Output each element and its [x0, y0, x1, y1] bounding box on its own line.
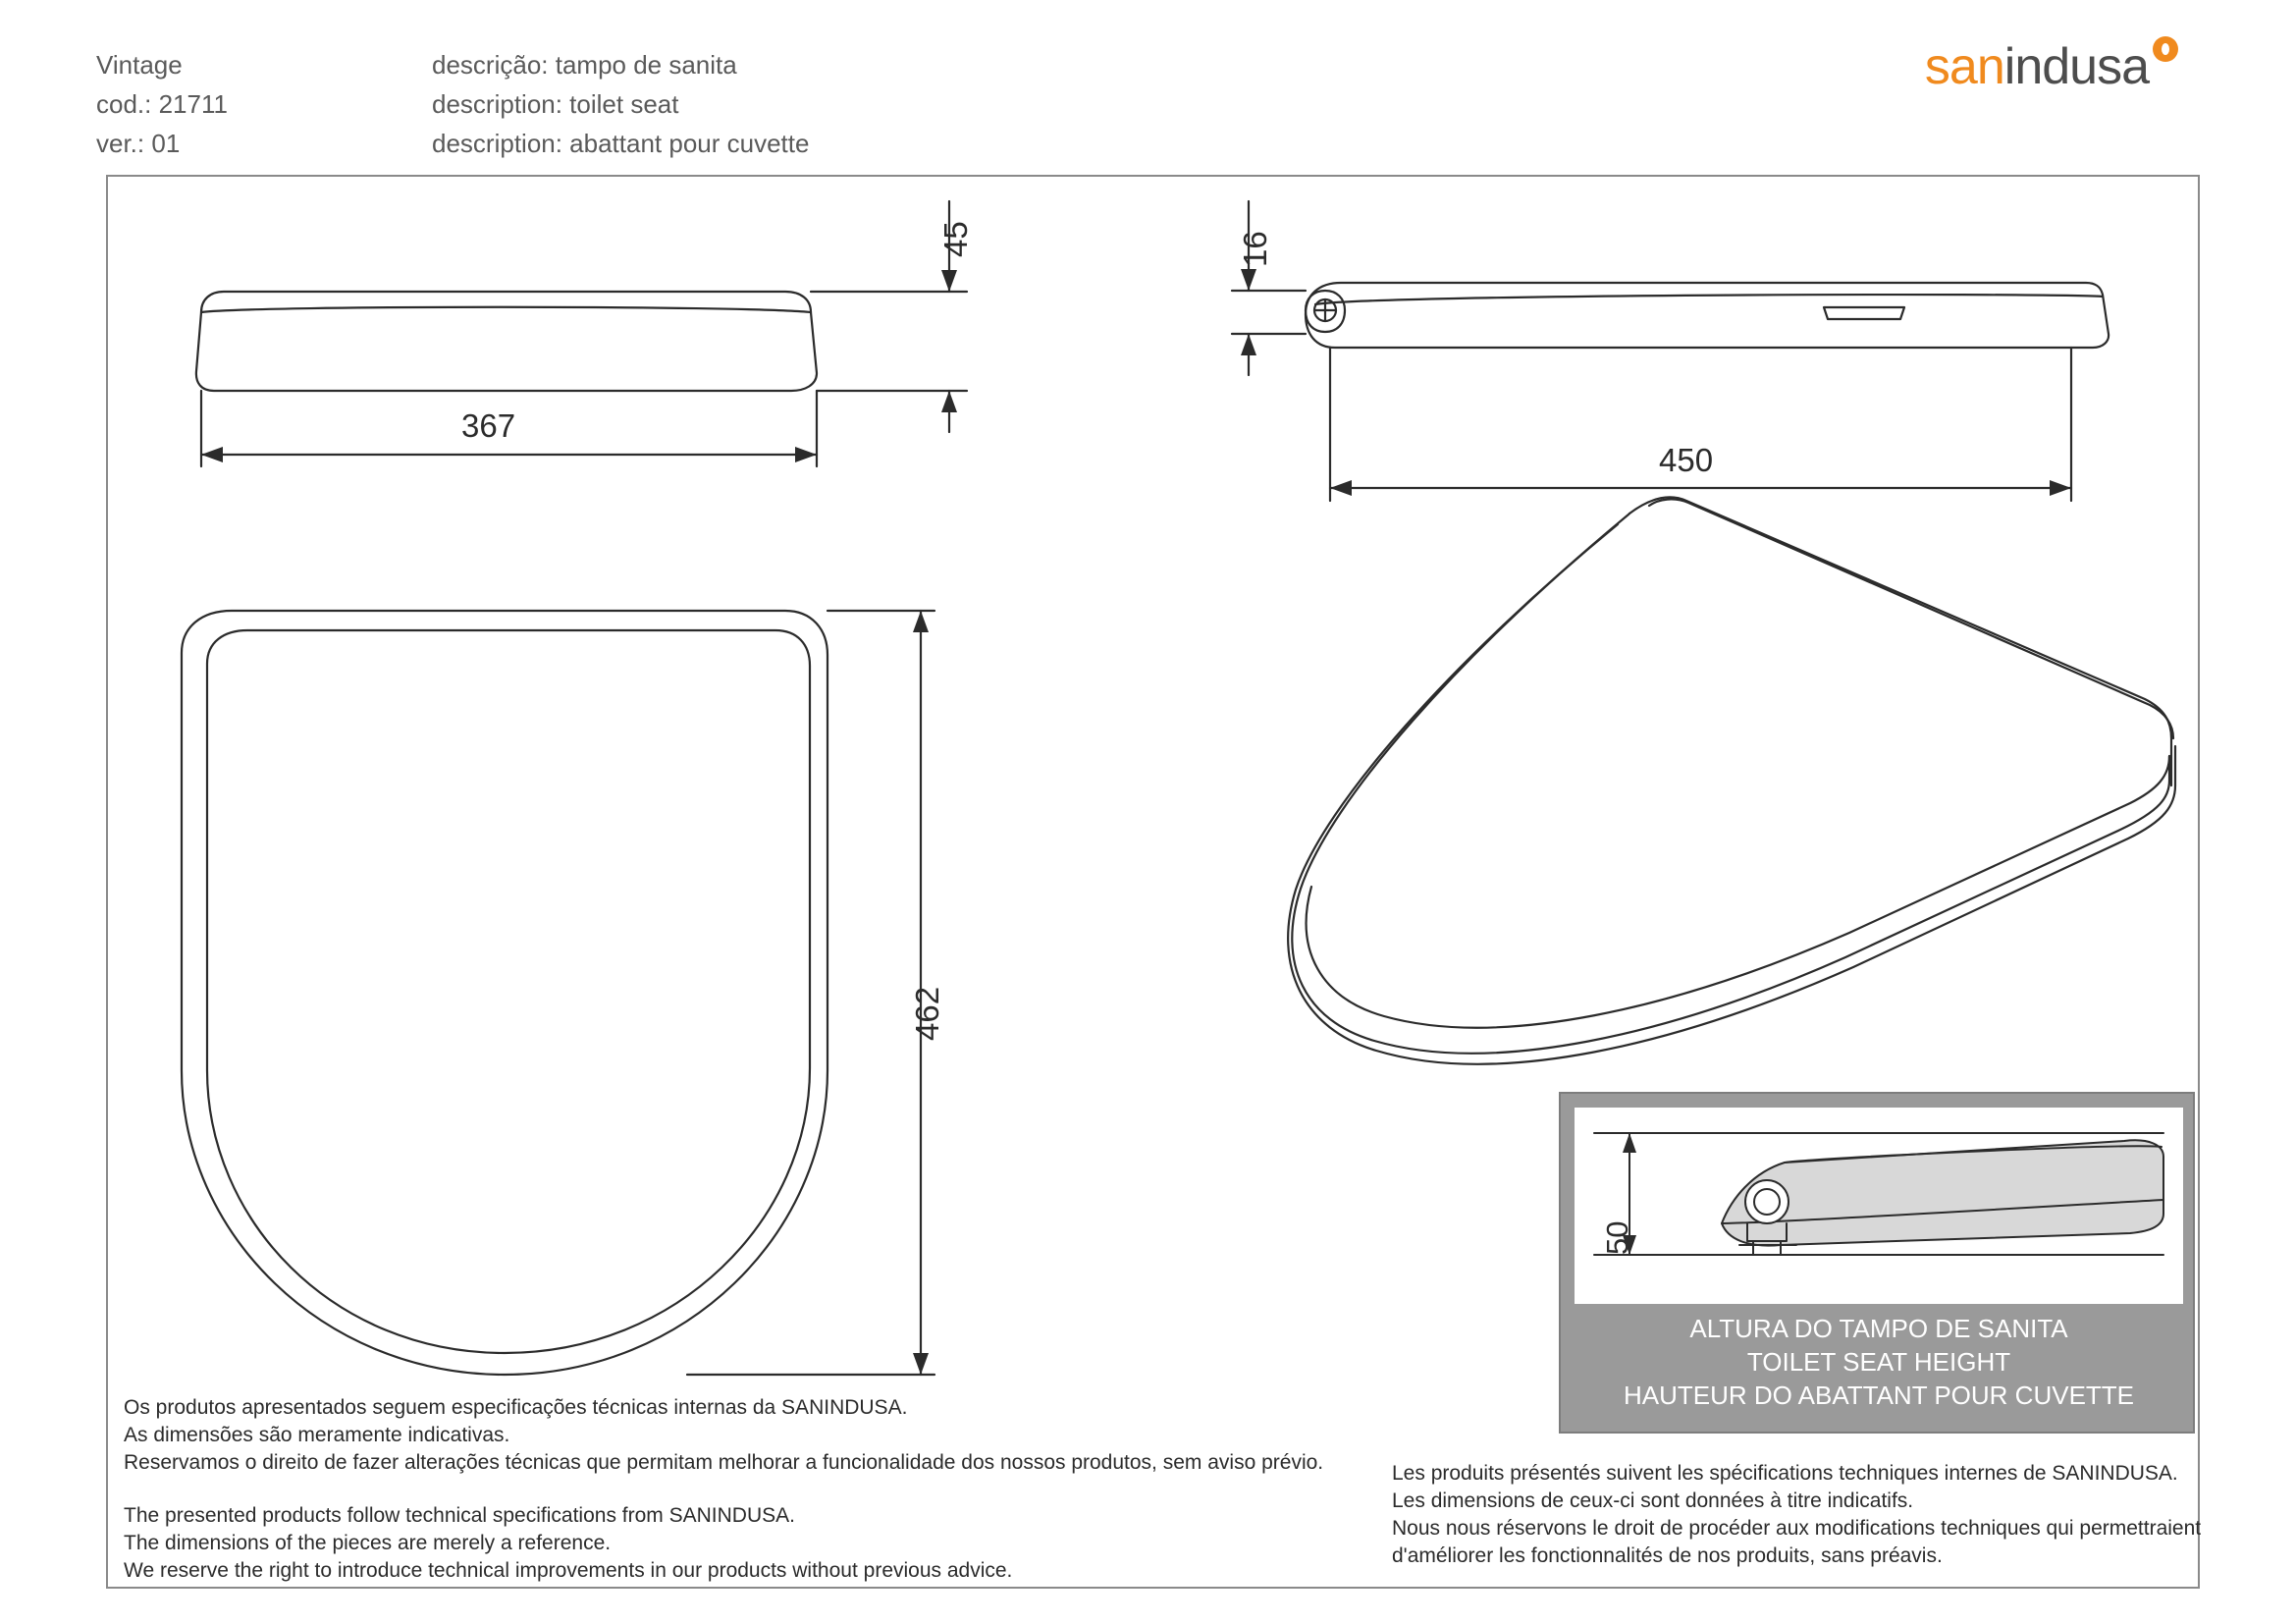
note-fr-1: Les produits présentés suivent les spécifications techniques internes de SANINDUSA.	[1392, 1462, 2178, 1485]
logo-text-second: indusa	[2003, 38, 2149, 95]
description-fr: description: abattant pour cuvette	[432, 129, 810, 158]
sheet-header	[0, 0, 2296, 167]
dimension-label-450: 450	[1659, 442, 1714, 478]
description-pt: descrição: tampo de sanita	[432, 50, 737, 80]
product-version: ver.: 01	[96, 129, 181, 158]
product-code: cod.: 21711	[96, 89, 228, 119]
dimension-label-16: 16	[1237, 231, 1273, 267]
toilet-seat-height-callout	[1559, 1092, 2195, 1434]
note-pt-1: Os produtos apresentados seguem especificações técnicas internas da SANINDUSA.	[124, 1396, 908, 1419]
dimension-label-462: 462	[909, 986, 945, 1041]
note-pt-2: As dimensões são meramente indicativas.	[124, 1424, 510, 1446]
callout-geometry	[1575, 1108, 2183, 1304]
callout-caption-pt: ALTURA DO TAMPO DE SANITA	[1689, 1314, 2068, 1343]
notes-left-column	[124, 1394, 1439, 1585]
sanindusa-logo	[1925, 37, 2178, 96]
callout-caption	[1561, 1312, 2197, 1412]
note-en-2: The dimensions of the pieces are merely a reference.	[124, 1532, 612, 1554]
callout-caption-en: TOILET SEAT HEIGHT	[1746, 1347, 2011, 1377]
logo-dot-icon	[2153, 36, 2178, 62]
callout-drawing	[1575, 1108, 2183, 1304]
notes-spacer	[124, 1477, 1439, 1502]
logo-text-first: san	[1924, 38, 2004, 95]
note-fr-2: Les dimensions de ceux-ci sont données à titre indicatifs.	[1392, 1489, 1914, 1512]
dimension-label-50: 50	[1600, 1220, 1634, 1255]
note-fr-4: d'améliorer les fonctionnalités de nos produits, sans préavis.	[1392, 1544, 1943, 1567]
header-product-block	[96, 45, 228, 163]
note-en-1: The presented products follow technical specifications from SANINDUSA.	[124, 1504, 795, 1527]
header-description-block	[432, 45, 809, 163]
note-en-3: We reserve the right to introduce technical improvements in our products without previous advice.	[124, 1559, 1013, 1582]
note-fr-3: Nous nous réservons le droit de procéder aux modifications techniques qui permettraient	[1392, 1517, 2202, 1540]
description-en: description: toilet seat	[432, 89, 679, 119]
notes-right-column	[1392, 1460, 2207, 1570]
note-pt-3: Reservamos o direito de fazer alterações técnicas que permitam melhorar a funcionalidade dos nossos produtos, sem aviso prévio.	[124, 1451, 1324, 1474]
dimension-label-367: 367	[461, 407, 516, 444]
product-name: Vintage	[96, 50, 183, 80]
dimension-label-45: 45	[937, 221, 974, 257]
callout-caption-fr: HAUTEUR DO ABATTANT POUR CUVETTE	[1623, 1380, 2135, 1410]
